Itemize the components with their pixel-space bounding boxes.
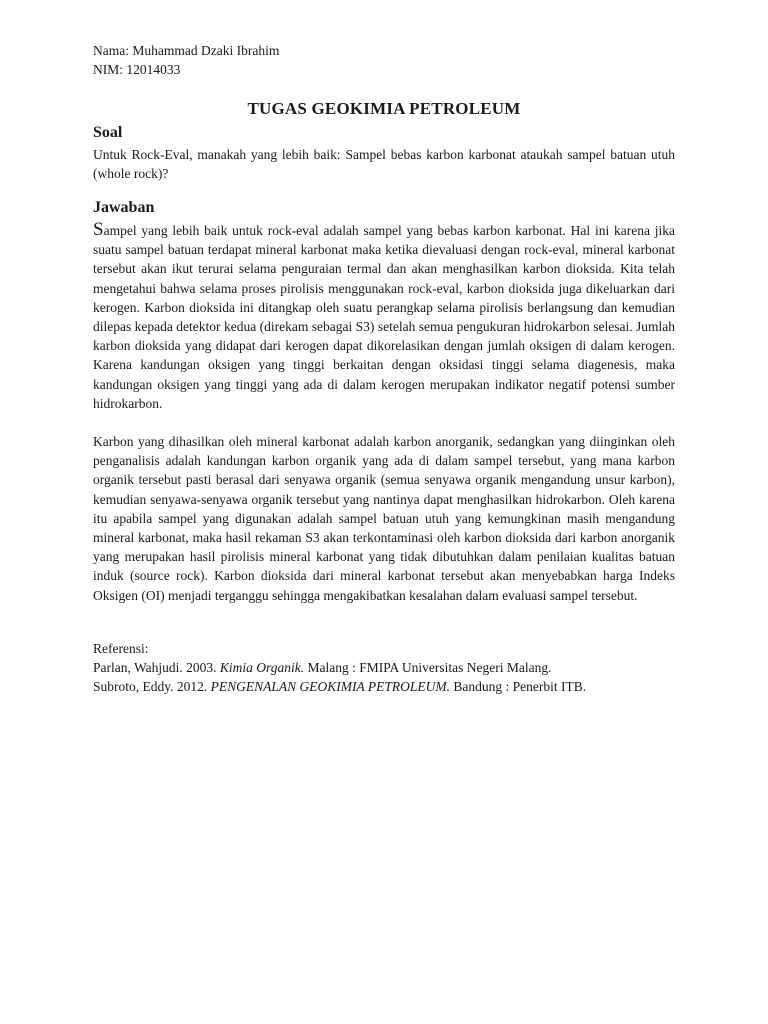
reference-title: PENGENALAN GEOKIMIA PETROLEUM. [210,678,450,694]
answer-paragraph-2: Karbon yang dihasilkan oleh mineral karbonat adalah karbon anorganik, sedangkan yang diinginkan oleh penganalisis adalah kandungan karbon organik yang ada di dalam sampel tersebut, yang mana karbon organik tersebut pasti berasal dari senyawa organik (semua senyawa organik mengandung unsur karbon), kemudian senyawa-senyawa organik tersebut yang nantinya dapat menghasilkan hidrokarbon. Oleh karena itu apabila sampel yang digunakan adalah sampel batuan utuh yang kemungkinan masih mengandung mineral karbonat, maka hasil rekaman S3 akan terkontaminasi oleh karbon dioksida dari karbon anorganik yang merupakan hasil pirolisis mineral karbonat yang tidak dibutuhkan dalam penilaian kualitas batuan induk (source rock). Karbon dioksida dari mineral karbonat tersebut akan menyebabkan harga Indeks Oksigen (OI) menjadi terganggu sehingga mengakibatkan kesalahan dalam evaluasi sampel tersebut. [93,434,675,603]
answer-paragraph-1-text: ampel yang lebih baik untuk rock-eval adalah sampel yang bebas karbon karbonat. Hal ini karena jika suatu sampel batuan terdapat mineral karbonat maka ketika dievaluasi dengan rock-eval, mineral karbonat tersebut akan ikut terurai selama penguraian termal dan akan menghasilkan karbon dioksida. Kita telah mengetahui bahwa selama proses pirolisis menggunakan rock-eval, karbon dioksida juga dikeluarkan dari kerogen. Karbon dioksida ini ditangkap oleh suatu perangkap selama pirolisis berlangsung dan kemudian dilepas kepada detektor kedua (direkam sebagai S3) setelah semua pengukuran hidrokarbon selesai. Jumlah karbon dioksida yang didapat dari kerogen dapat dikorelasikan dengan jumlah oksigen di dalam kerogen. Karena kandungan oksigen yang tinggi berkaitan dengan oksidasi tinggi selama diagenesis, maka kandungan oksigen yang tinggi yang ada di dalam kerogen merupakan indikator negatif potensi sumber hidrokarbon. [93,223,675,411]
soal-question: Untuk Rock-Eval, manakah yang lebih baik: Sampel bebas karbon karbonat ataukah sampel batuan utuh (whole rock)? [93,147,675,181]
reference-item [93,677,675,696]
soal-heading: Soal [93,124,123,141]
student-name: Nama: Muhammad Dzaki Ibrahim [93,43,280,58]
references-label: Referensi: [93,640,149,656]
reference-author-year: Subroto, Eddy. 2012. [93,678,211,694]
document-page [93,41,675,696]
reference-title: Kimia Organik. [219,659,305,675]
answer-dropcap: S [93,219,104,240]
answer-paragraph-1 [93,221,675,413]
reference-author-year: Parlan, Wahjudi. 2003. [93,659,220,675]
document-title: TUGAS GEOKIMIA PETROLEUM [247,99,521,118]
reference-publisher: Bandung : Penerbit ITB. [450,678,587,694]
jawaban-heading: Jawaban [93,199,155,216]
student-nim: NIM: 12014033 [93,62,181,77]
reference-item [93,658,675,677]
reference-publisher: Malang : FMIPA Universitas Negeri Malang. [304,659,552,675]
references-section [93,639,675,696]
